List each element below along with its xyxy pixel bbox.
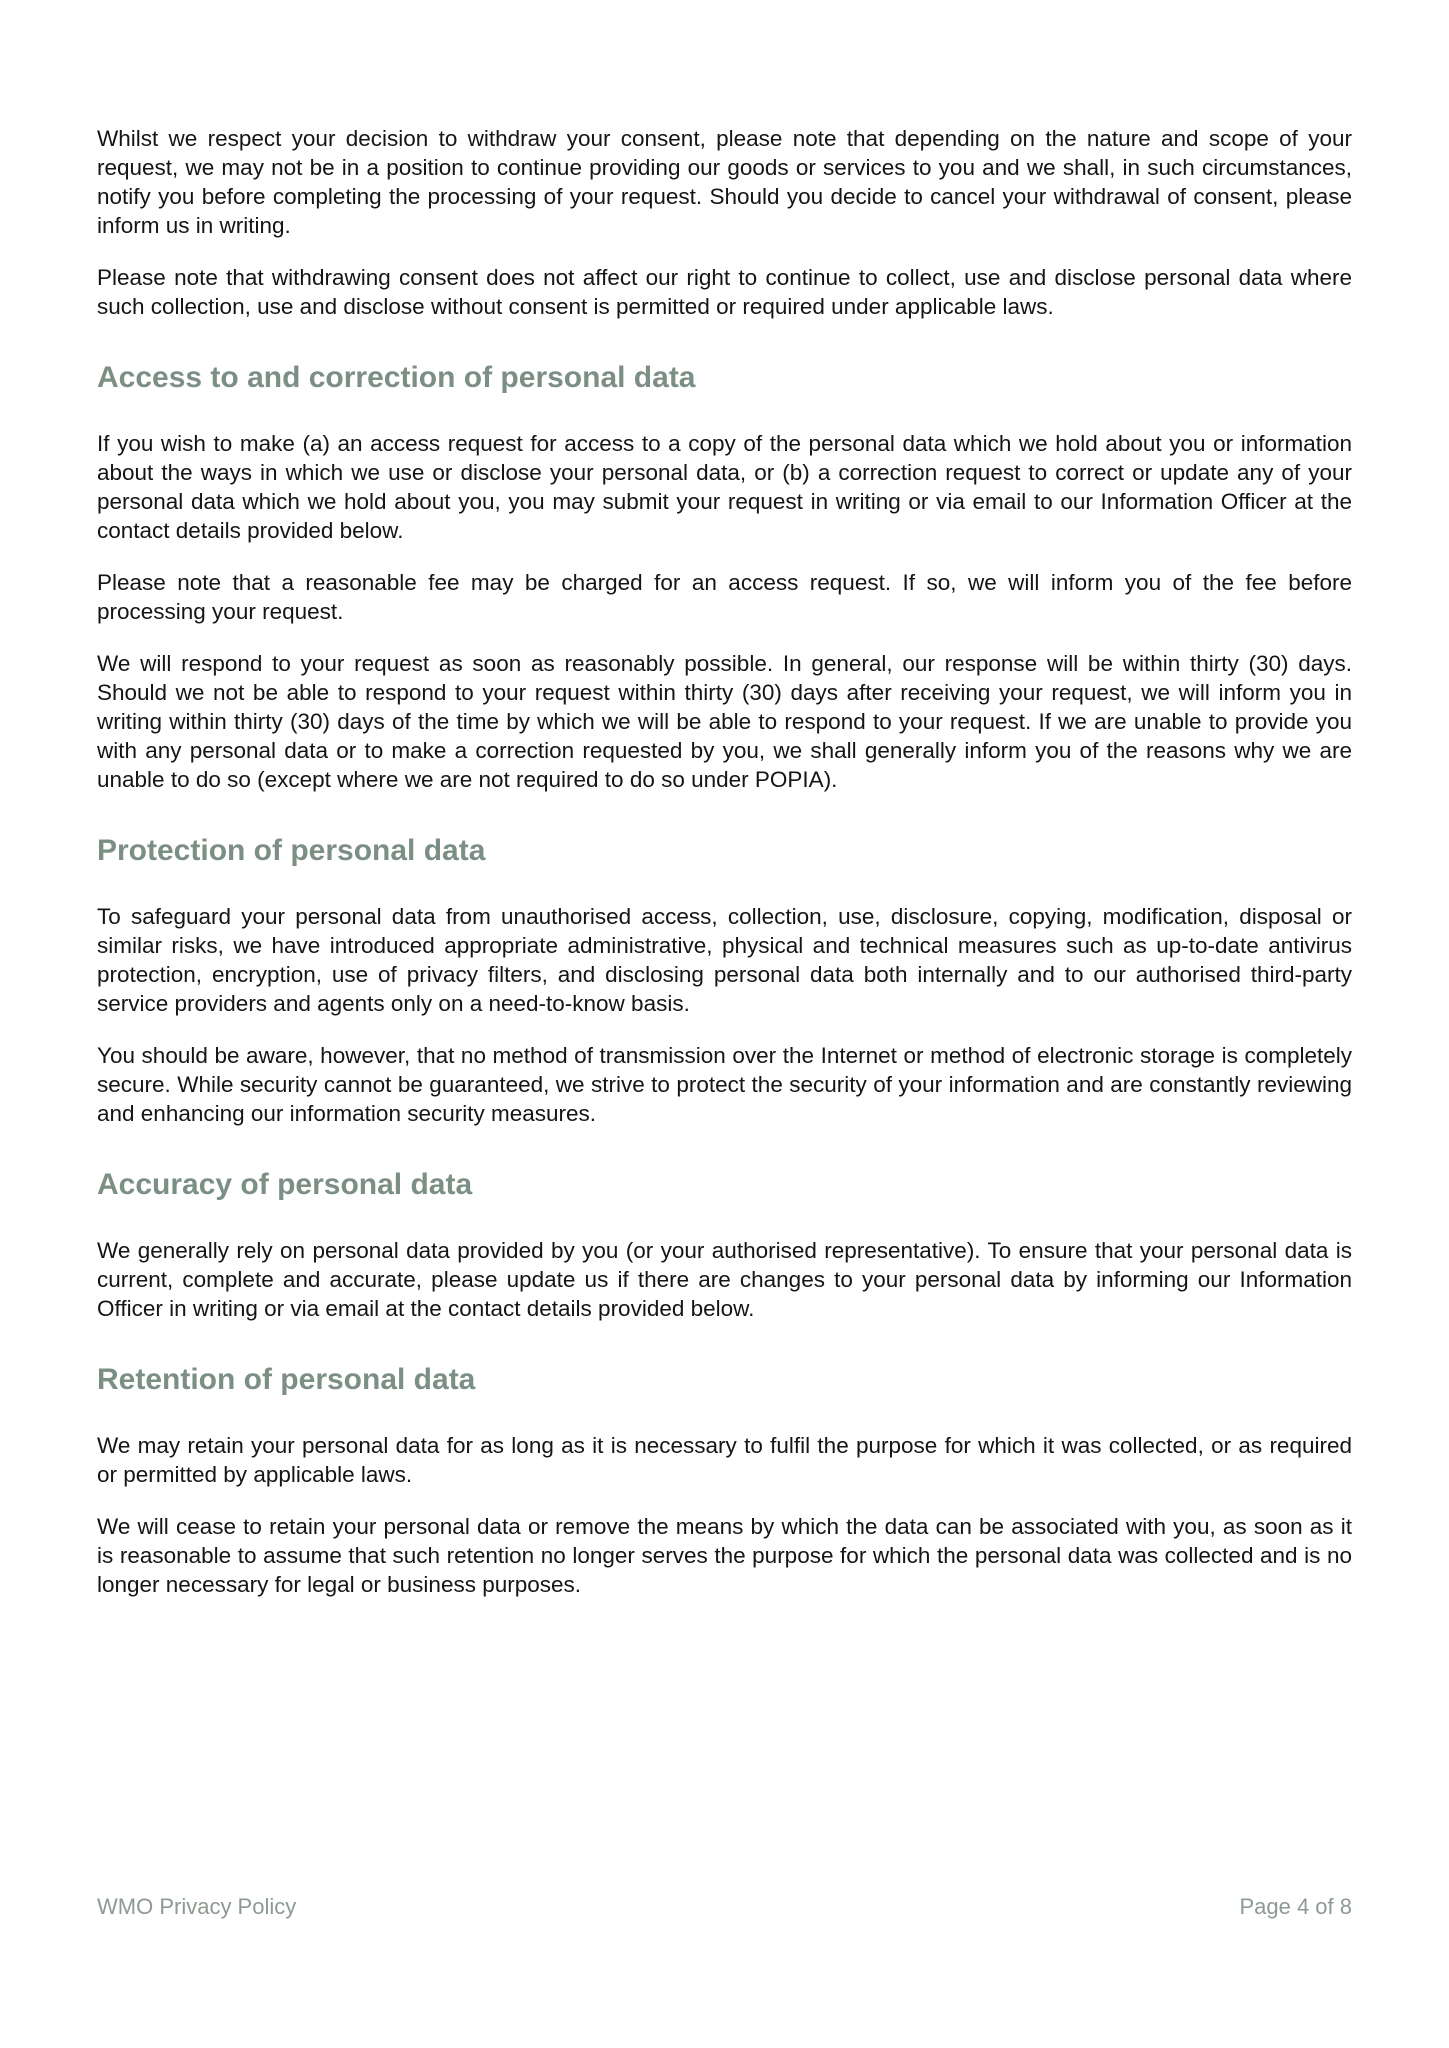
body-paragraph: We generally rely on personal data provided by you (or your authorised representative). To ensure that your personal data is current, complete and accurate, please update us if there are changes to your personal data by informing our Information Officer in writing or via email at the contact details provided below.	[97, 1238, 1352, 1321]
section-heading-access-correction: Access to and correction of personal data	[97, 361, 696, 394]
body-paragraph: We may retain your personal data for as long as it is necessary to fulfil the purpose for which it was collected, or as required or permitted by applicable laws.	[97, 1433, 1352, 1487]
page-footer	[97, 1893, 1352, 1921]
intro-paragraph: Please note that withdrawing consent does not affect our right to continue to collect, use and disclose personal data where such collection, use and disclose without consent is permitted or required under applicable laws.	[97, 265, 1352, 319]
body-paragraph: You should be aware, however, that no method of transmission over the Internet or method of electronic storage is completely secure. While security cannot be guaranteed, we strive to protect the security of your information and are constantly reviewing and enhancing our information security measures.	[97, 1043, 1352, 1126]
intro-paragraph: Whilst we respect your decision to withdraw your consent, please note that depending on the nature and scope of your request, we may not be in a position to continue providing our goods or services to you and we shall, in such circumstances, notify you before completing the processing of your request. Should you decide to cancel your withdrawal of consent, please inform us in writing.	[97, 126, 1352, 238]
body-paragraph: We will respond to your request as soon as reasonably possible. In general, our response will be within thirty (30) days. Should we not be able to respond to your request within thirty (30) days after receiving your request, we will inform you in writing within thirty (30) days of the time by which we will be able to respond to your request. If we are unable to provide you with any personal data or to make a correction requested by you, we shall generally inform you of the reasons why we are unable to do so (except where we are not required to do so under POPIA).	[97, 651, 1352, 792]
body-paragraph: Please note that a reasonable fee may be charged for an access request. If so, we will inform you of the fee before processing your request.	[97, 570, 1352, 624]
body-paragraph: We will cease to retain your personal data or remove the means by which the data can be associated with you, as soon as it is reasonable to assume that such retention no longer serves the purpose for which the personal data was collected and is no longer necessary for legal or business purposes.	[97, 1514, 1352, 1597]
footer-document-title: WMO Privacy Policy	[97, 1894, 297, 1919]
body-paragraph: If you wish to make (a) an access request for access to a copy of the personal data which we hold about you or information about the ways in which we use or disclose your personal data, or (b) a correction request to correct or update any of your personal data which we hold about you, you may submit your request in writing or via email to our Information Officer at the contact details provided below.	[97, 431, 1352, 543]
section-heading-retention: Retention of personal data	[97, 1363, 476, 1396]
body-paragraph: To safeguard your personal data from unauthorised access, collection, use, disclosure, copying, modification, disposal or similar risks, we have introduced appropriate administrative, physical and technical measures such as up-to-date antivirus protection, encryption, use of privacy filters, and disclosing personal data both internally and to our authorised third-party service providers and agents only on a need-to-know basis.	[97, 904, 1352, 1016]
section-heading-protection: Protection of personal data	[97, 834, 486, 867]
section-heading-accuracy: Accuracy of personal data	[97, 1168, 473, 1201]
footer-page-number: Page 4 of 8	[1239, 1894, 1352, 1919]
